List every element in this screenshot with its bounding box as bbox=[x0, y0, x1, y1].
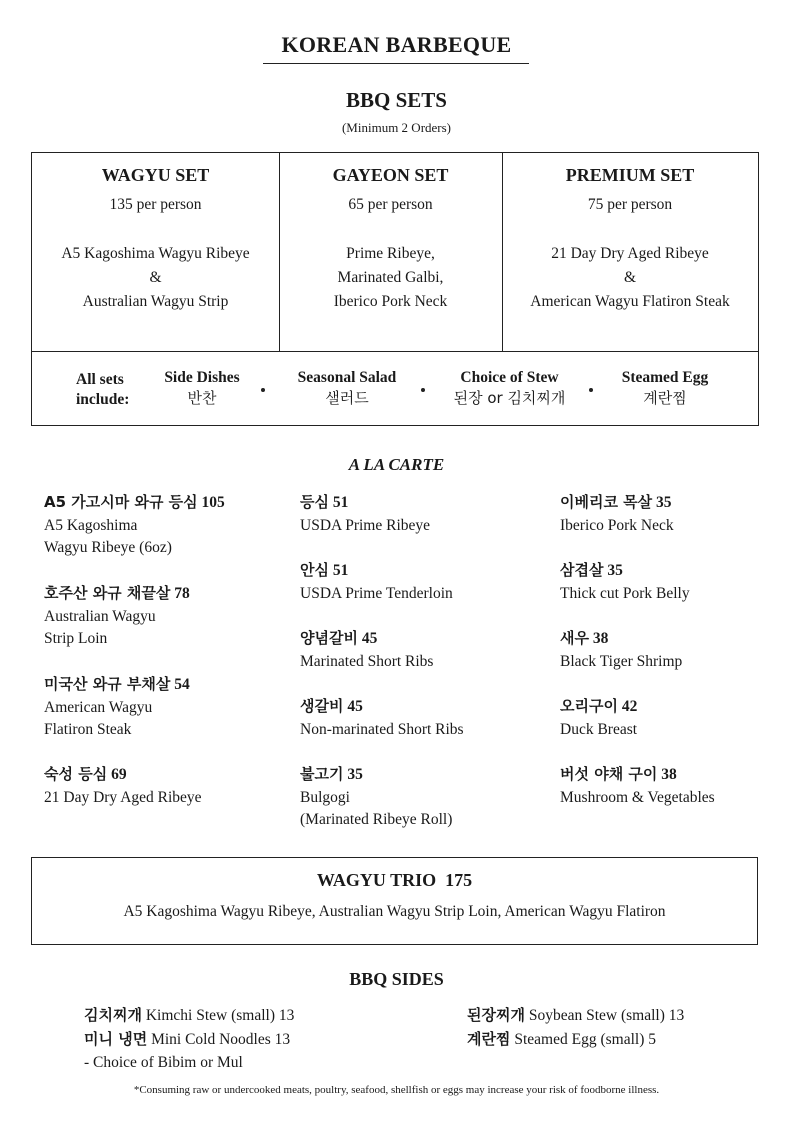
includes-divider bbox=[32, 351, 758, 352]
item-price: 38 bbox=[592, 630, 609, 647]
wagyu-trio-title bbox=[32, 870, 757, 891]
item-english-name: (Marinated Ribeye Roll) bbox=[300, 811, 453, 828]
item-english-name: Flatiron Steak bbox=[44, 721, 132, 738]
item-english-name: Black Tiger Shrimp bbox=[560, 652, 683, 670]
include-en: Side Dishes bbox=[164, 369, 240, 386]
include-ko: 샐러드 bbox=[325, 389, 369, 407]
side-price: 5 bbox=[648, 1031, 656, 1048]
item-english-name: Thick cut Pork Belly bbox=[560, 584, 690, 602]
side-korean-name: 미니 냉면 bbox=[84, 1030, 148, 1048]
item-price: 42 bbox=[621, 698, 638, 715]
item-english-name: Bulgogi bbox=[300, 788, 350, 806]
item-english-name: Strip Loin bbox=[44, 630, 108, 647]
side-price: 13 bbox=[274, 1031, 291, 1048]
bbq-sets-box bbox=[31, 152, 759, 426]
set-desc-line: Prime Ribeye, bbox=[346, 245, 435, 262]
side-english-name: Soybean Stew (small) bbox=[528, 1007, 665, 1024]
menu-item bbox=[300, 627, 433, 673]
include-ko: 계란찜 bbox=[643, 389, 687, 407]
item-korean-name: 버섯 야채 구이 bbox=[560, 765, 658, 783]
side-english-name: Kimchi Stew (small) bbox=[145, 1007, 275, 1024]
item-english-name: Mushroom & Vegetables bbox=[560, 788, 715, 806]
bullet-dot bbox=[589, 388, 593, 392]
include-en: Steamed Egg bbox=[621, 369, 709, 386]
side-note: - Choice of Bibim or Mul bbox=[84, 1054, 243, 1071]
include-en: Seasonal Salad bbox=[297, 369, 397, 386]
menu-item bbox=[560, 559, 690, 605]
item-korean-name: 등심 bbox=[300, 493, 329, 511]
item-price: 51 bbox=[332, 562, 349, 579]
side-korean-name: 김치찌개 bbox=[84, 1006, 142, 1024]
item-english-name: American Wagyu bbox=[44, 698, 153, 716]
item-english-name: Wagyu Ribeye (6oz) bbox=[44, 539, 172, 556]
set-desc-line: 21 Day Dry Aged Ribeye bbox=[551, 245, 709, 262]
item-price: 38 bbox=[661, 766, 677, 783]
side-price: 13 bbox=[278, 1007, 295, 1024]
item-english-name: Marinated Short Ribs bbox=[300, 652, 434, 670]
item-korean-name: 이베리코 목살 bbox=[560, 493, 653, 511]
item-english-name: Non-marinated Short Ribs bbox=[300, 720, 464, 738]
side-korean-name: 계란찜 bbox=[467, 1030, 511, 1048]
item-korean-name: 안심 bbox=[300, 561, 329, 579]
bbq-sets-heading: BBQ SETS bbox=[346, 88, 447, 112]
item-english-name: Australian Wagyu bbox=[44, 607, 156, 625]
set-desc-line: A5 Kagoshima Wagyu Ribeye bbox=[61, 245, 250, 262]
include-side-dishes bbox=[152, 368, 252, 408]
item-price: 54 bbox=[174, 676, 190, 693]
set-price: 65 per person bbox=[348, 196, 433, 213]
item-korean-name: 불고기 bbox=[300, 765, 344, 783]
item-korean-name: 새우 bbox=[560, 629, 589, 647]
side-item bbox=[467, 1004, 684, 1027]
menu-item bbox=[300, 491, 430, 537]
set-description bbox=[502, 242, 758, 314]
side-price: 13 bbox=[668, 1007, 685, 1024]
bullet-dot bbox=[421, 388, 425, 392]
set-name: WAGYU SET bbox=[101, 165, 210, 185]
set-name: PREMIUM SET bbox=[565, 165, 695, 185]
side-item bbox=[84, 1004, 294, 1027]
health-disclaimer: *Consuming raw or undercooked meats, poultry, seafood, shellfish or eggs may increase your risk of foodborne illness. bbox=[133, 1084, 660, 1096]
item-price: 78 bbox=[174, 585, 190, 602]
include-choice-of-stew bbox=[437, 368, 582, 408]
set-desc-line: Marinated Galbi, bbox=[337, 269, 444, 286]
title-underline bbox=[263, 63, 529, 64]
include-ko: 된장 or 김치찌개 bbox=[453, 389, 566, 407]
set-gayeon bbox=[279, 153, 502, 314]
set-price: 135 per person bbox=[109, 196, 202, 213]
menu-title: KOREAN BARBEQUE bbox=[281, 32, 512, 57]
set-desc-line: & bbox=[149, 269, 162, 286]
a-la-carte-heading: A LA CARTE bbox=[348, 455, 445, 474]
side-english-name: Steamed Egg (small) bbox=[514, 1031, 645, 1048]
include-seasonal-salad bbox=[282, 368, 412, 408]
item-korean-name: 삼겹살 bbox=[560, 561, 604, 579]
side-item bbox=[467, 1028, 656, 1051]
wagyu-trio-name: WAGYU TRIO bbox=[316, 870, 437, 890]
bullet-dot bbox=[261, 388, 265, 392]
item-english-name: Duck Breast bbox=[560, 720, 638, 738]
set-desc-line: Iberico Pork Neck bbox=[333, 293, 448, 310]
item-english-name: Iberico Pork Neck bbox=[560, 516, 674, 534]
item-price: 69 bbox=[111, 766, 127, 783]
include-steamed-egg bbox=[607, 368, 723, 408]
item-price: 35 bbox=[347, 766, 363, 783]
menu-item bbox=[44, 491, 225, 560]
side-korean-name: 된장찌개 bbox=[467, 1006, 525, 1024]
item-korean-name: 숙성 등심 bbox=[44, 765, 108, 783]
set-desc-line: & bbox=[623, 269, 637, 286]
wagyu-trio-box bbox=[31, 857, 758, 945]
menu-item bbox=[44, 582, 190, 651]
menu-item bbox=[44, 673, 190, 742]
menu-item bbox=[44, 763, 202, 809]
menu-item bbox=[300, 763, 452, 832]
item-english-name: USDA Prime Tenderloin bbox=[300, 584, 453, 602]
item-english-name: USDA Prime Ribeye bbox=[300, 516, 431, 534]
menu-item bbox=[560, 695, 637, 741]
item-price: 45 bbox=[347, 698, 363, 715]
set-price: 75 per person bbox=[587, 196, 673, 213]
item-price: 35 bbox=[607, 562, 623, 579]
side-english-name: Mini Cold Noodles bbox=[151, 1031, 271, 1048]
include-en: Choice of Stew bbox=[460, 369, 559, 386]
includes-label-line: All sets bbox=[76, 371, 124, 388]
menu-item bbox=[560, 627, 682, 673]
side-item bbox=[84, 1028, 290, 1074]
set-premium bbox=[502, 153, 758, 314]
set-wagyu bbox=[32, 153, 279, 314]
set-desc-line: Australian Wagyu Strip bbox=[82, 293, 229, 310]
menu-item bbox=[560, 763, 715, 809]
item-price: 51 bbox=[332, 494, 349, 511]
includes-label-line: include: bbox=[76, 391, 130, 408]
set-desc-line: American Wagyu Flatiron Steak bbox=[530, 293, 730, 310]
item-english-name: A5 Kagoshima bbox=[44, 516, 138, 534]
bbq-sets-note: (Minimum 2 Orders) bbox=[341, 120, 452, 135]
menu-item bbox=[560, 491, 674, 537]
menu-item bbox=[300, 695, 464, 741]
item-korean-name: 오리구이 bbox=[560, 697, 618, 715]
item-price: 105 bbox=[201, 494, 225, 511]
set-description bbox=[32, 242, 279, 314]
include-ko: 반찬 bbox=[187, 389, 217, 407]
item-english-name: 21 Day Dry Aged Ribeye bbox=[44, 788, 202, 806]
wagyu-trio-description: A5 Kagoshima Wagyu Ribeye, Australian Wagyu Strip Loin, American Wagyu Flatiron bbox=[123, 903, 666, 920]
includes-label bbox=[76, 370, 129, 410]
wagyu-trio-price: 175 bbox=[445, 870, 473, 890]
item-price: 35 bbox=[656, 494, 672, 511]
item-korean-name: 양념갈비 bbox=[300, 629, 358, 647]
menu-item bbox=[300, 559, 453, 605]
bbq-sides-heading: BBQ SIDES bbox=[349, 969, 444, 989]
set-name: GAYEON SET bbox=[332, 165, 449, 185]
item-korean-name: A5 가고시마 와규 등심 bbox=[44, 493, 198, 511]
item-korean-name: 생갈비 bbox=[300, 697, 344, 715]
item-korean-name: 호주산 와규 채끝살 bbox=[44, 584, 171, 602]
item-korean-name: 미국산 와규 부채살 bbox=[44, 675, 171, 693]
set-description bbox=[279, 242, 502, 314]
item-price: 45 bbox=[361, 630, 378, 647]
